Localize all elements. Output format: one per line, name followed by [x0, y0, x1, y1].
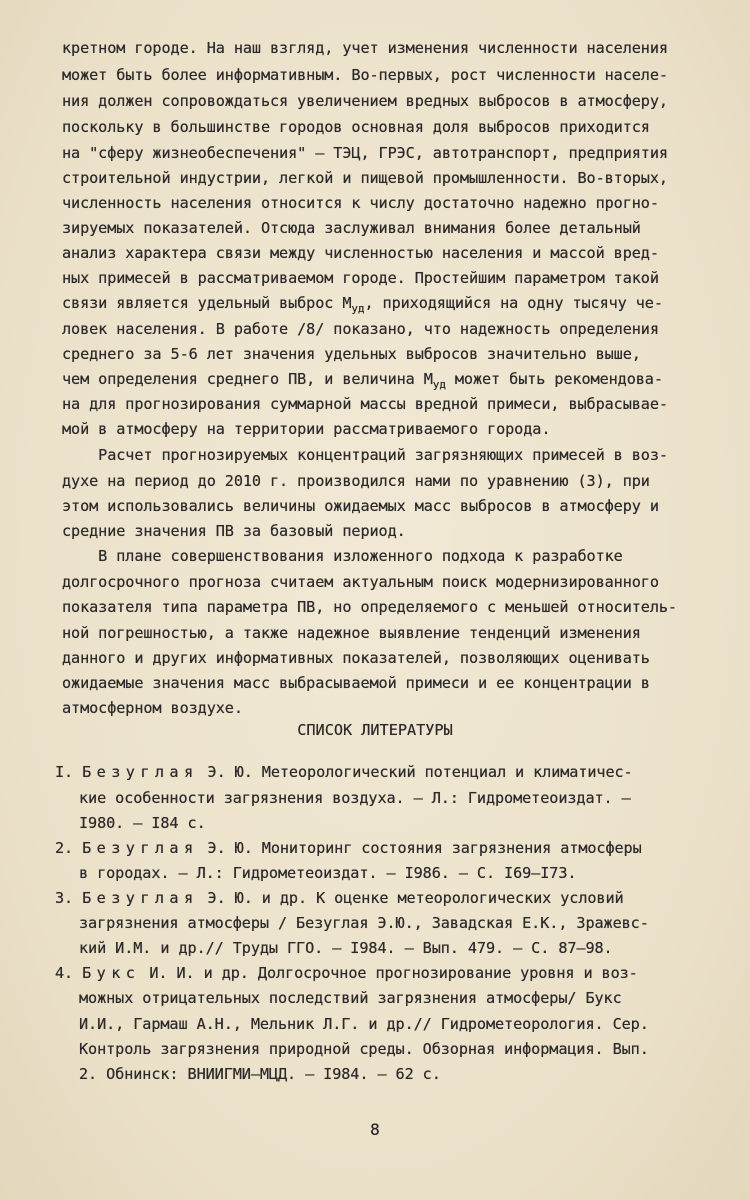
- body-line: зируемых показателей. Отсюда заслуживал внимания более детальный: [62, 219, 641, 237]
- body-line: этом использовались величины ожидаемых масс выбросов в атмосферу и: [62, 497, 659, 515]
- reference-number: 2.: [55, 839, 74, 857]
- reference-item: [55, 891, 624, 906]
- reference-line: Контроль загрязнения природной среды. Обзорная информация. Вып.: [79, 1040, 649, 1058]
- reference-line: в городах. – Л.: Гидрометеоиздат. – I986. – С. I69–I73.: [79, 864, 577, 882]
- body-line: на для прогнозирования суммарной массы вредной примеси, выбрасывае-: [62, 395, 668, 413]
- subscript-ud: уд: [432, 378, 446, 391]
- reference-line: кие особенности загрязнения воздуха. – Л.: Гидрометеоиздат. –: [79, 789, 631, 807]
- body-line: ных примесей в рассматриваемом городе. Простейшим параметром такой: [62, 269, 659, 287]
- reference-number: 3.: [55, 889, 74, 907]
- body-line: [62, 370, 663, 391]
- references-heading: СПИСОК ЛИТЕРАТУРЫ: [297, 721, 453, 739]
- body-line: В плане совершенствования изложенного подхода к разработке: [62, 547, 623, 565]
- body-line: долгосрочного прогноза считаем актуальным поиск модернизированного: [62, 573, 659, 591]
- body-line: Расчет прогнозируемых концентраций загрязняющих примесей в воз-: [62, 446, 668, 464]
- body-line: данного и других информативных показателей, позволяющих оценивать: [62, 649, 650, 667]
- reference-author: Безуглая: [82, 889, 199, 907]
- reference-line: кий И.М. и др.// Труды ГГО. – I984. – Вып. 479. – С. 87–98.: [79, 939, 613, 957]
- body-line: ловек населения. В работе /8/ показано, что надежность определения: [62, 320, 659, 338]
- reference-line: I980. – I84 с.: [79, 814, 206, 832]
- text-run: Э. Ю. и др. К оценке метеорологических условий: [198, 889, 624, 907]
- reference-author: Букс: [82, 964, 141, 982]
- text-run: чем определения среднего ПВ, и величина М: [62, 370, 433, 388]
- reference-line: И.И., Гармаш А.Н., Мельник Л.Г. и др.// Гидрометеорология. Сер.: [79, 1015, 649, 1033]
- body-line: показателя типа параметра ПВ, но определяемого с меньшей относитель-: [62, 598, 677, 616]
- body-line: ожидаемые значения масс выбрасываемой примеси и ее концентрации в: [62, 674, 650, 692]
- body-line: кретном городе. На наш взгляд, учет изменения численности населения: [62, 39, 668, 57]
- body-line: анализ характера связи между численностью населения и массой вред-: [62, 244, 659, 262]
- body-line: численность населения относится к числу достаточно надежно прогно-: [62, 194, 659, 212]
- text-run: , приходящийся на одну тысячу че-: [364, 294, 663, 312]
- body-line: мой в атмосферу на территории рассматриваемого города.: [62, 420, 551, 438]
- body-line: средние значения ПВ за базовый период.: [62, 522, 406, 540]
- text-run: связи является удельный выброс М: [62, 294, 352, 312]
- reference-number: I.: [55, 763, 74, 781]
- reference-line: 2. Обнинск: ВНИИГМИ–МЦД. – I984. – 62 с.: [79, 1065, 441, 1083]
- text-run: может быть рекомендова-: [445, 370, 663, 388]
- body-line: на "сферу жизнеобеспечения" – ТЭЦ, ГРЭС, автотранспорт, предприятия: [62, 144, 668, 162]
- body-line: может быть более информативным. Во-первых, рост численности населе-: [62, 66, 668, 84]
- body-line: среднего за 5-6 лет значения удельных выбросов значительно выше,: [62, 345, 641, 363]
- reference-line: можных отрицательных последствий загрязнения атмосферы/ Букс: [79, 989, 622, 1007]
- reference-author: Безуглая: [82, 763, 199, 781]
- reference-line: загрязнения атмосферы / Безуглая Э.Ю., Завадская Е.К., Зражевс-: [79, 914, 649, 932]
- body-line: атмосферном воздухе.: [62, 699, 243, 717]
- body-line: ной погрешностью, а также надежное выявление тенденций изменения: [62, 624, 641, 642]
- subscript-ud: уд: [351, 302, 365, 315]
- reference-item: [55, 966, 638, 981]
- reference-number: 4.: [55, 964, 74, 982]
- reference-item: [55, 841, 642, 856]
- text-run: И. И. и др. Долгосрочное прогнозирование уровня и воз-: [140, 964, 638, 982]
- body-line: [62, 294, 663, 315]
- reference-author: Безуглая: [82, 839, 199, 857]
- reference-item: [55, 765, 633, 780]
- body-line: поскольку в большинстве городов основная доля выбросов приходится: [62, 118, 650, 136]
- body-line: духе на период до 2010 г. производился нами по уравнению (3), при: [62, 472, 650, 490]
- text-run: Э. Ю. Метеорологический потенциал и климатичес-: [198, 763, 633, 781]
- body-line: ния должен сопровождаться увеличением вредных выбросов в атмосферу,: [62, 92, 668, 110]
- body-line: строительной индустрии, легкой и пищевой промышленности. Во-вторых,: [62, 169, 668, 187]
- page-number: 8: [370, 1120, 380, 1139]
- text-run: Э. Ю. Мониторинг состояния загрязнения атмосферы: [198, 839, 642, 857]
